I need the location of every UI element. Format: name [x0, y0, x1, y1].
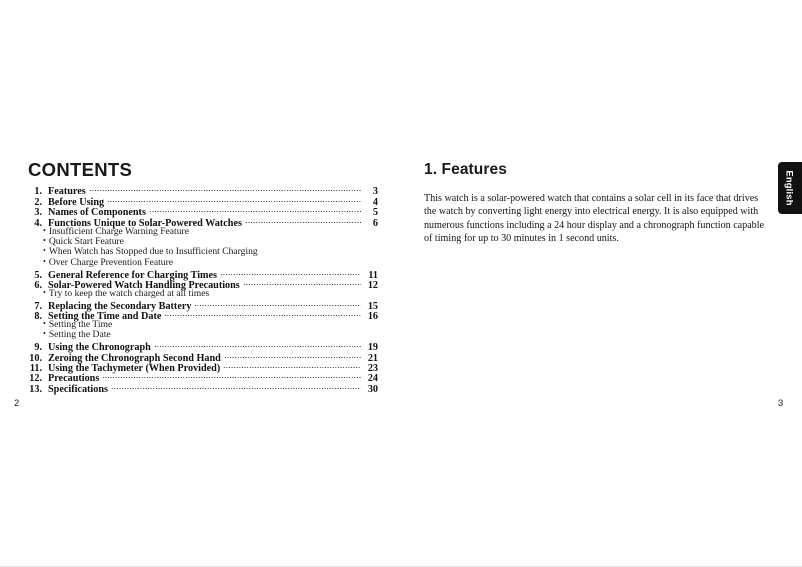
toc-entry[interactable]	[28, 267, 378, 281]
toc-dot-leader	[164, 309, 361, 319]
toc-sub-entry-title: Try to keep the watch charged at all times	[48, 287, 210, 299]
toc-entry-number: 3.	[34, 207, 42, 219]
toc-dot-leader	[149, 205, 361, 215]
features-body-paragraph: This watch is a solar-powered watch that contains a solar cell in its face that drives the watch by converting light energy into electrical energy. It is also equipped with numerous functions including a 24 hour display and a chronograph function capable of timing for up to 30 minutes in 1 second units.	[424, 193, 765, 244]
toc-entry-number: 13.	[29, 383, 42, 395]
bullet-icon: •	[43, 319, 48, 329]
toc-sub-entry	[28, 288, 378, 298]
language-side-tab-label: English	[784, 170, 796, 206]
toc-entry-title: Before Using	[48, 196, 105, 208]
toc-sub-entry-title: Setting the Date	[48, 329, 111, 341]
toc-sub-entry-title: Insufficient Charge Warning Feature	[48, 225, 189, 237]
bullet-icon: •	[43, 256, 48, 266]
toc-sub-entry	[28, 319, 378, 329]
toc-entry[interactable]	[28, 278, 378, 291]
toc-entry-page-number: 23	[367, 363, 378, 375]
toc-entry[interactable]	[28, 298, 378, 312]
table-of-contents	[28, 184, 378, 395]
toc-entry-page-number: 12	[367, 279, 378, 291]
toc-entry-page-number: 16	[367, 311, 378, 323]
toc-entry-page-number: 24	[367, 373, 378, 385]
toc-sub-entry	[28, 257, 378, 267]
toc-dot-leader	[224, 350, 361, 360]
toc-dot-leader	[223, 361, 361, 371]
toc-entry-number: 1.	[34, 186, 42, 198]
toc-dot-leader	[89, 184, 361, 194]
toc-dot-leader	[107, 194, 361, 204]
toc-dot-leader	[154, 340, 361, 350]
toc-dot-leader	[245, 215, 361, 225]
bullet-icon: •	[43, 235, 48, 245]
toc-entry[interactable]	[28, 361, 378, 375]
toc-entry-title: General Reference for Charging Times	[48, 269, 218, 281]
page-number-right: 3	[778, 398, 784, 409]
toc-sub-entry	[28, 246, 378, 256]
toc-entry-number: 12.	[29, 373, 42, 385]
toc-entry-page-number: 5	[372, 207, 378, 219]
bullet-icon: •	[43, 225, 48, 235]
toc-entry-number: 6.	[34, 279, 42, 291]
toc-entry-page-number: 4	[372, 196, 378, 208]
toc-entry-title: Functions Unique to Solar-Powered Watches	[48, 217, 242, 229]
toc-entry-number: 7.	[34, 300, 42, 312]
page-title-contents: CONTENTS	[28, 159, 133, 180]
toc-entry[interactable]	[28, 340, 378, 354]
section-heading-features: 1. Features	[424, 161, 507, 178]
toc-entry-title: Solar-Powered Watch Handling Precautions	[48, 279, 240, 291]
toc-entry-title: Features	[48, 186, 86, 198]
toc-entry-number: 4.	[34, 217, 42, 229]
toc-entry-page-number: 3	[372, 186, 378, 198]
toc-entry-number: 10.	[29, 352, 42, 364]
toc-entry-title: Setting the Time and Date	[48, 311, 162, 323]
toc-entry-number: 2.	[34, 196, 42, 208]
toc-entry-title: Names of Components	[48, 207, 146, 219]
toc-sub-entry-title: Over Charge Prevention Feature	[48, 256, 174, 268]
toc-entry[interactable]	[28, 371, 378, 385]
language-side-tab	[778, 162, 802, 214]
toc-sub-entry-title: When Watch has Stopped due to Insufficient Charging	[48, 246, 258, 258]
bullet-icon: •	[43, 287, 48, 297]
toc-entry-title: Replacing the Secondary Battery	[48, 300, 192, 312]
toc-entry-title: Using the Chronograph	[48, 342, 151, 354]
toc-sub-entry	[28, 329, 378, 339]
toc-sub-entry-title: Quick Start Feature	[48, 235, 124, 247]
toc-entry-number: 11.	[29, 363, 42, 375]
bullet-icon: •	[43, 246, 48, 256]
toc-dot-leader	[220, 267, 361, 277]
page-number-left: 2	[14, 398, 20, 409]
toc-sub-entry	[28, 236, 378, 246]
toc-entry-number: 5.	[34, 269, 42, 281]
toc-dot-leader	[243, 278, 361, 288]
toc-entry-page-number: 11	[368, 269, 378, 281]
toc-entry-page-number: 15	[367, 300, 378, 312]
toc-entry-number: 8.	[34, 311, 42, 323]
toc-entry-page-number: 6	[372, 217, 378, 229]
toc-entry[interactable]	[28, 205, 378, 219]
toc-entry-title: Specifications	[48, 383, 108, 395]
toc-dot-leader	[102, 371, 361, 381]
left-page	[0, 0, 400, 567]
toc-entry-title: Using the Tachymeter (When Provided)	[48, 363, 221, 375]
right-page	[400, 0, 802, 567]
toc-sub-entry-title: Setting the Time	[48, 319, 113, 331]
toc-entry-page-number: 19	[367, 342, 378, 354]
toc-entry[interactable]	[28, 184, 378, 198]
toc-entry-title: Zeroing the Chronograph Second Hand	[48, 352, 221, 364]
toc-entry-page-number: 21	[367, 352, 378, 364]
toc-entry-title: Precautions	[48, 373, 100, 385]
toc-entry[interactable]	[28, 309, 378, 323]
toc-dot-leader	[111, 381, 361, 391]
toc-entry-page-number: 30	[367, 383, 378, 395]
toc-dot-leader	[194, 298, 361, 308]
toc-entry-number: 9.	[34, 342, 42, 354]
bullet-icon: •	[43, 329, 48, 339]
